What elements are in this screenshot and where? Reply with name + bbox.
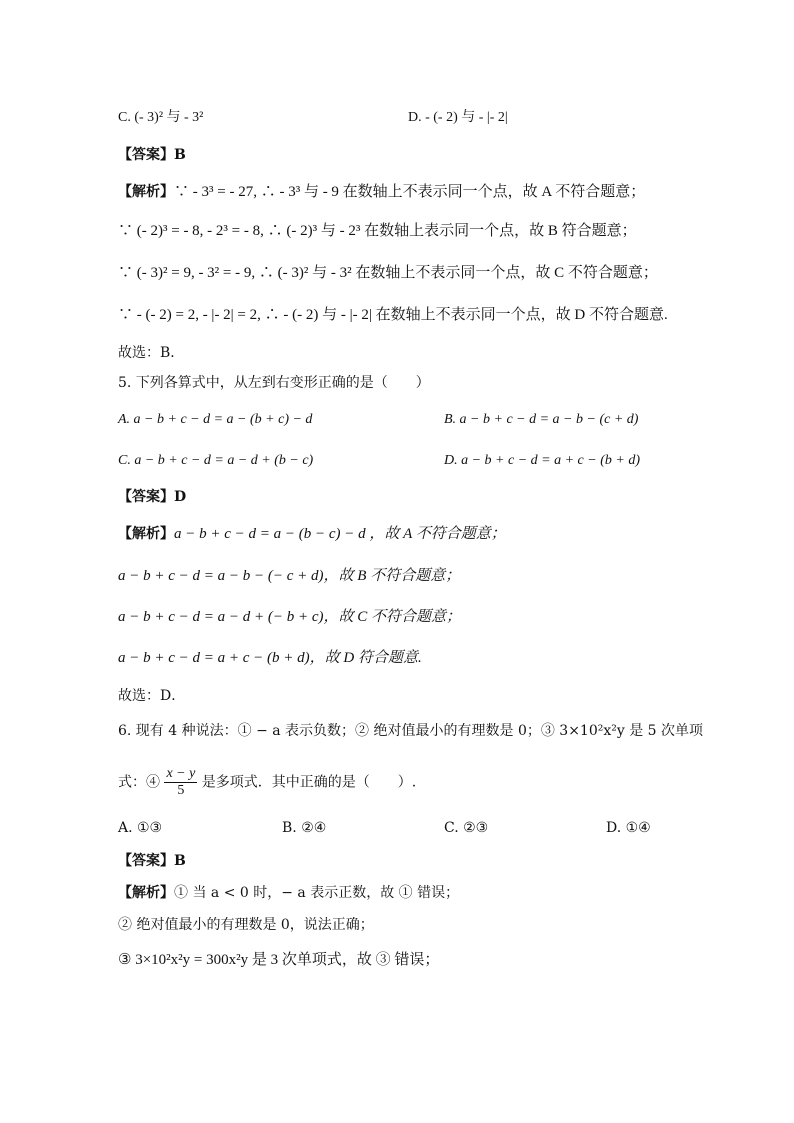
q6-question-prefix: 式：④ [118,774,160,791]
q6-analysis-line-2: ② 绝对值最小的有理数是 0，说法正确； [118,917,374,933]
q6-fraction [164,766,197,799]
q4-option-d: D. - (- 2) 与 - |- 2| [408,110,508,125]
q6-answer: 【答案】B [118,853,186,869]
q5-option-c: C. a − b + c − d = a − d + (b − c) [118,453,314,468]
q4-conclusion: 故选：B． [118,345,185,361]
q6-question-line-2 [118,766,416,799]
q4-analysis-line-1 [118,182,645,202]
q5-analysis-line-4: a − b + c − d = a + c − (b + d)，故 D 符合题意. [118,650,422,666]
q5-option-b: B. a − b + c − d = a − b − (c + d) [444,412,639,427]
q6-question-line-1: 6. 现有 4 种说法：① − a 表示负数；② 绝对值最小的有理数是 0；③ 3×10²x²y 是 5 次单项 [118,723,704,739]
fraction-numerator: x − y [166,766,196,781]
q5-answer: 【答案】D [118,489,187,505]
q5-option-d: D. a − b + c − d = a + c − (b + d) [444,453,640,468]
q4-analysis-line-2: ∵ (- 2)³ = - 8, - 2³ = - 8, ∴ (- 2)³ 与 - 2³ 在数轴上表示同一个点，故 B 符合题意； [118,223,637,239]
q5-option-a: A. a − b + c − d = a − (b + c) − d [118,412,313,427]
q6-option-c: C. ②③ [444,820,489,836]
q6-option-b: B. ②④ [282,820,327,836]
q5-conclusion: 故选：D． [118,688,186,704]
analysis-label: 【解析】 [118,885,174,901]
q4-analysis-text-1: ∵ - 3³ = - 27, ∴ - 3³ 与 - 9 在数轴上不表示同一个点，故 A 不符合题意； [174,184,646,200]
q5-analysis-line-2: a − b + c − d = a − b − (− c + d)，故 B 不符合题意； [118,568,461,584]
q4-option-c: C. (- 3)² 与 - 3² [118,110,204,125]
analysis-label: 【解析】 [118,526,174,542]
q6-analysis-line-1 [118,883,459,903]
q5-analysis-line-1 [118,524,506,544]
q5-analysis-text-1: a − b + c − d = a − (b − c) − d ，故 A 不符合题意； [174,526,506,542]
q4-answer: 【答案】B [118,147,186,163]
q6-question-suffix: 是多项式．其中正确的是（ ）. [201,774,417,791]
fraction-denominator: 5 [177,783,185,798]
analysis-label: 【解析】 [118,184,174,200]
q4-analysis-line-4: ∵ - (- 2) = 2, - |- 2| = 2, ∴ - (- 2) 与 - |- 2| 在数轴上不表示同一个点，故 D 不符合题意. [118,307,668,323]
q6-analysis-line-3: ③ 3×10²x²y = 300x²y 是 3 次单项式，故 ③ 错误； [118,952,440,968]
q6-option-d: D. ①④ [606,820,651,836]
q4-analysis-line-3: ∵ (- 3)² = 9, - 3² = - 9, ∴ (- 3)² 与 - 3² 在数轴上不表示同一个点，故 C 不符合题意； [118,265,658,281]
q6-option-a: A. ①③ [118,820,163,836]
q6-analysis-text-1: ① 当 a < 0 时，− a 表示正数，故 ① 错误； [174,885,460,901]
q5-question: 5. 下列各算式中，从左到右变形正确的是（ ） [118,375,430,391]
q5-analysis-line-3: a − b + c − d = a − d + (− b + c)，故 C 不符合题意； [118,609,462,625]
